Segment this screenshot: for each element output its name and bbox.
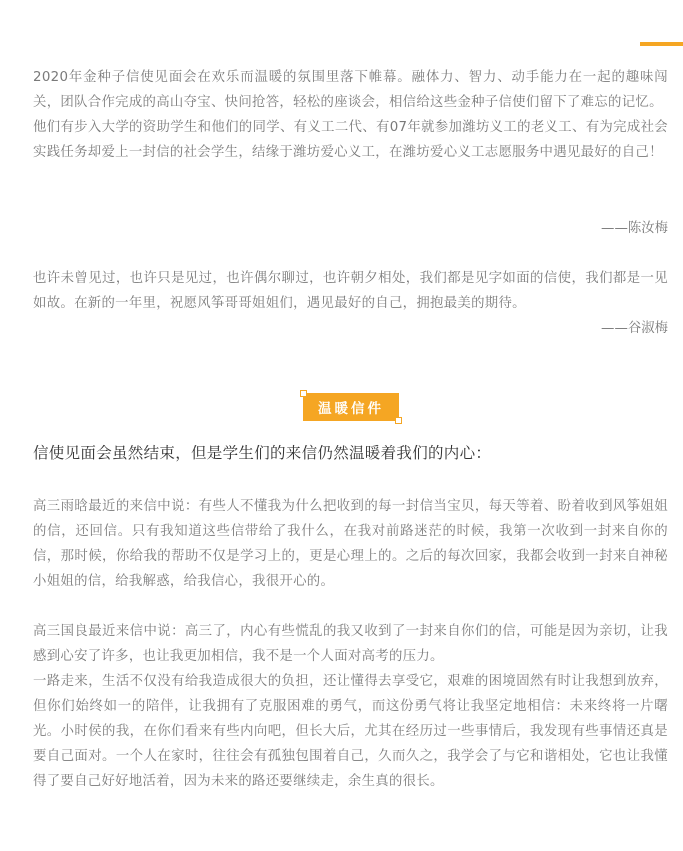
intro-paragraph: 2020年金种子信使见面会在欢乐而温暖的氛围里落下帷幕。融体力、智力、动手能力在一起的趣味闯关，团队合作完成的高山夺宝、快问抢答，轻松的座谈会，相信给这些金种子信使们留下了难忘的记忆。 他们有步入大学的资助学生和他们的同学、有义工二代、有07年就参加潍坊义工的老义工、有为完成社会实践任务却爱上一封信的社会学生，结缘于潍坊爱心义工，在潍坊爱心义工志愿服务中遇见最好的自己！	[33, 70, 668, 160]
section-title-badge	[303, 393, 399, 421]
badge-corner-decoration	[395, 417, 402, 424]
letter-yuhan: 高三雨晗最近的来信中说：有些人不懂我为什么把收到的每一封信当宝贝，每天等着、盼着收到风筝姐姐的信，还回信。只有我知道这些信带给了我什么，在我对前路迷茫的时候，我第一次收到一封来自你的信，那时候，你给我的帮助不仅是学习上的，更是心理上的。之后的每次回家，我都会收到一封来自神秘小姐姐的信，给我解惑，给我信心，我很开心的。	[33, 499, 668, 589]
lead-sentence: 信使见面会虽然结束，但是学生们的来信仍然温暖着我们的内心：	[33, 444, 492, 462]
top-accent-bar	[640, 42, 683, 46]
letter-guoliang: 高三国良最近来信中说：高三了，内心有些慌乱的我又收到了一封来自你们的信，可能是因为亲切，让我感到心安了许多，也让我更加相信，我不是一个人面对高考的压力。 一路走来，生活不仅没有给我造成很大的负担，还让懂得去享受它，艰难的困境固然有时让我想到放弃，但你们始终如一的陪伴，让我拥有了克服困难的勇气，而这份勇气将让我坚定地相信：未来终将一片曙光。小时侯的我，在你们看来有些内向吧，但长大后，尤其在经历过一些事情后，我发现有些事情还真是要自己面对。一个人在家时，往往会有孤独包围着自己，久而久之，我学会了与它和谐相处，它也让我懂得了要自己好好地活着，因为未来的路还要继续走，余生真的很长。	[33, 624, 668, 789]
badge-corner-decoration	[300, 390, 307, 397]
signature-gu: ——谷淑梅	[601, 321, 668, 336]
signature-chen: ——陈汝梅	[601, 221, 668, 236]
wishes-paragraph: 也许未曾见过，也许只是见过，也许偶尔聊过，也许朝夕相处，我们都是见字如面的信使，我们都是一见如故。在新的一年里，祝愿风筝哥哥姐姐们，遇见最好的自己，拥抱最美的期待。	[33, 271, 668, 311]
section-title-text: 温暖信件	[318, 401, 384, 417]
